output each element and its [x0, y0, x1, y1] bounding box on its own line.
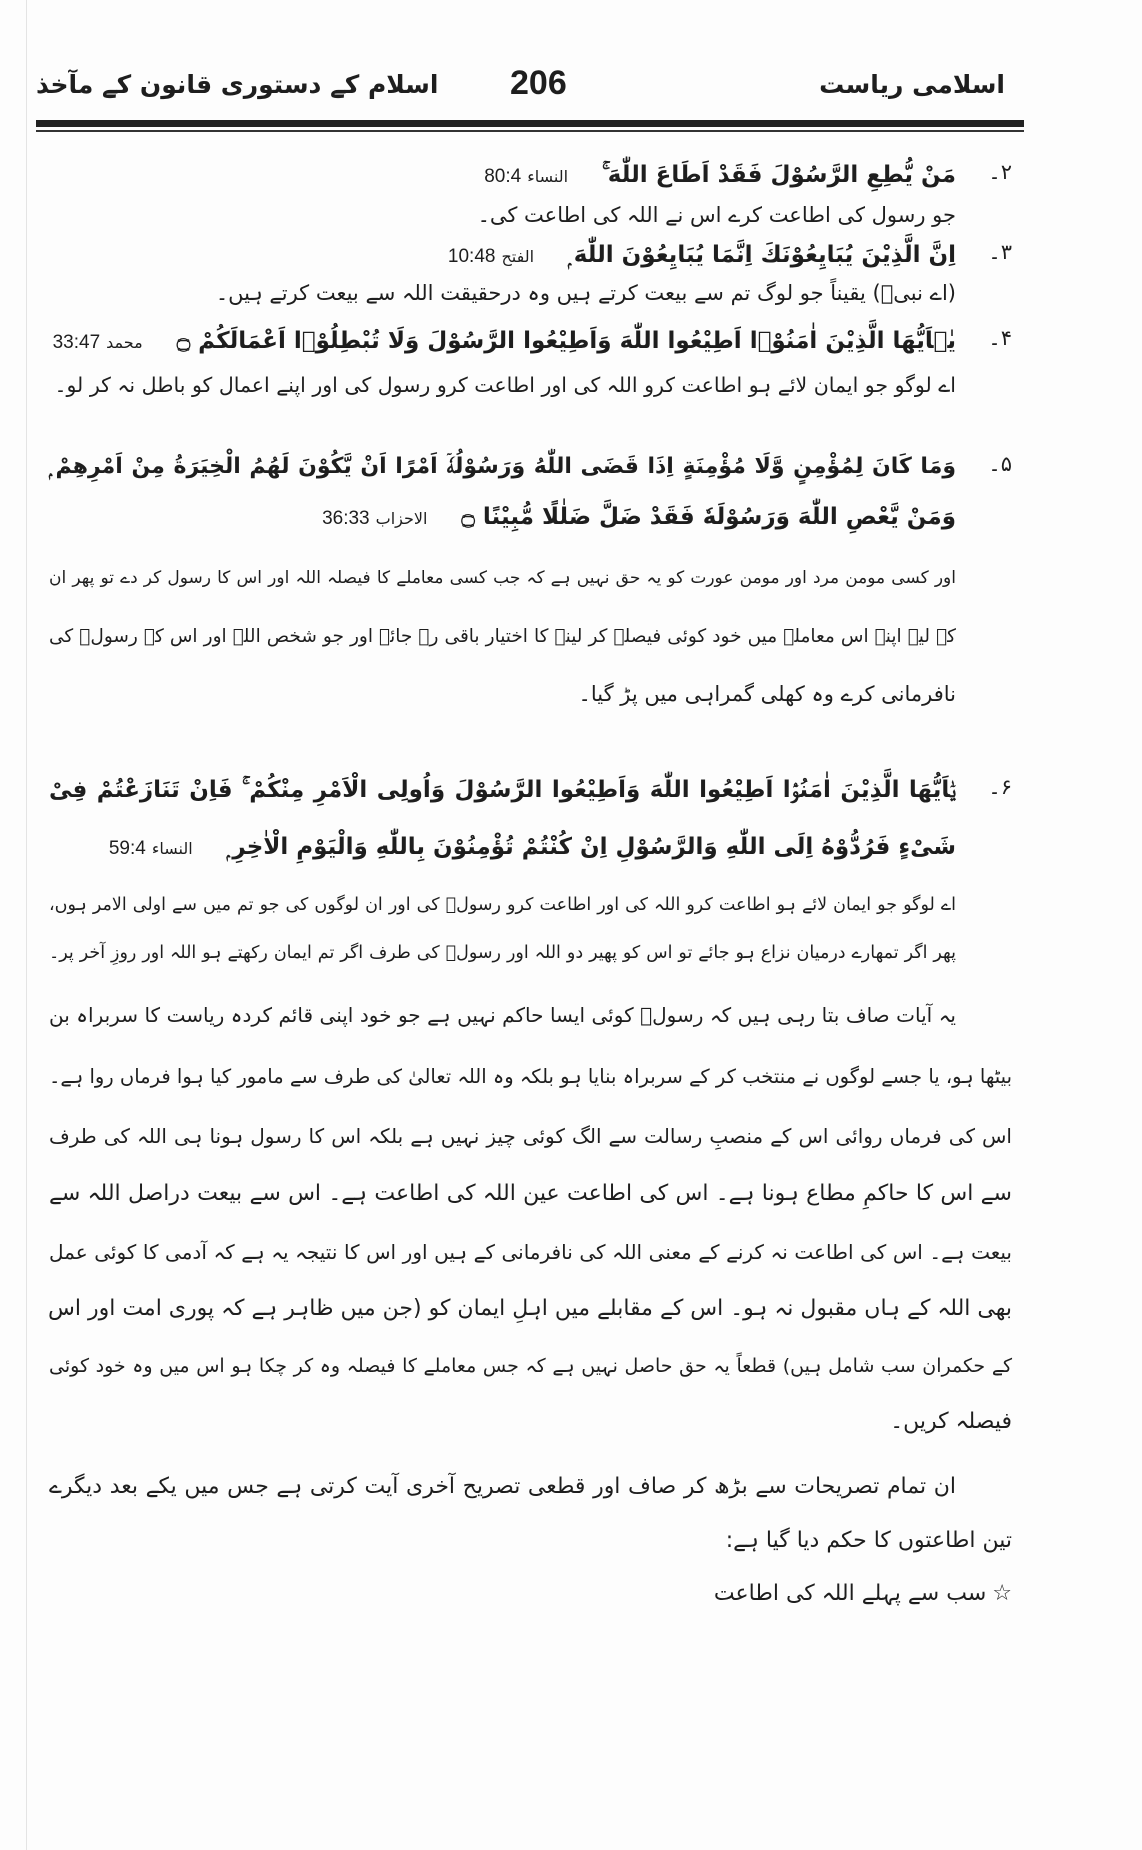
item-number: ۳۔ — [988, 240, 1012, 264]
verse-ref-number: 80:4 — [484, 166, 522, 187]
item-number: ۴۔ — [988, 326, 1012, 350]
translation-line: جو رسول کی اطاعت کرے اس نے اللہ کی اطاعت کی۔ — [477, 203, 956, 227]
verse-ref-number: 33:47 — [52, 332, 101, 353]
translation-line: اے لوگو جو ایمان لائے ہو اطاعت کرو اللہ کی اور اطاعت کرو رسول کی اور اپنے اعمال کو باطل نہ کر لو۔ — [54, 373, 956, 397]
verse-text: شَیْءٍ فَرُدُّوْهُ اِلَى اللّٰهِ وَالرَّسُوْلِ اِنْ كُنْتُمْ تُؤْمِنُوْنَ بِاللّٰهِ وَالْیَوْمِ الْاٰخِرِ ۭ — [226, 834, 956, 860]
paragraph-line: بیٹھا ہو، یا جسے لوگوں نے منتخب کر کے سربراہ بنایا ہو بلکہ وہ اللہ تعالیٰ کی طرف سے مامور کیا ہوا فرماں روا ہے۔ — [48, 1065, 1012, 1088]
quran-verse — [49, 830, 956, 866]
paragraph-line: بھی اللہ کے ہاں مقبول نہ ہو۔ اس کے مقابلے میں اہلِ ایمان کو (جن میں ظاہر ہے کہ پوری امت اور اس — [48, 1296, 1012, 1321]
paragraph-line: کے حکمران سب شامل ہیں) قطعاً یہ حق حاصل نہیں ہے کہ جس معاملے کا فیصلہ وہ کر چکا ہو اس میں وہ خود کوئی — [49, 1355, 1012, 1377]
verse-text: وَمَنْ یَّعْصِ اللّٰهَ وَرَسُوْلَهٗ فَقَدْ ضَلَّ ضَلٰلًا مُّبِیْنًا ۝ — [461, 504, 956, 530]
translation-line: کے لیے اپنے اس معاملے میں خود کوئی فیصلہ کر لینے کا اختیار باقی رہ جائے اور جو شخص اللہ اور اس کے رسولؐ کی — [49, 626, 956, 647]
translation-line: اے لوگو جو ایمان لائے ہو اطاعت کرو اللہ کی اور اطاعت کرو رسولؐ کی اور ان لوگوں کی جو تم میں سے اولی الامر ہوں، — [49, 895, 956, 915]
paragraph-line: اس کی فرماں روائی اس کے منصبِ رسالت سے الگ کوئی چیز نہیں ہے بلکہ اس کا رسول ہونا ہی اللہ کی طرف — [49, 1124, 1012, 1148]
page-number: 206 — [510, 64, 567, 102]
translation-line: اور کسی مومن مرد اور مومن عورت کو یہ حق نہیں ہے کہ جب کسی معاملے کا فیصلہ اللہ اور اس کا رسول کر دے تو پھر ان — [49, 568, 956, 588]
paragraph-line: بیعت ہے۔ اس کی اطاعت نہ کرنے کے معنی اللہ کی نافرمانی کے ہیں اور اس کا نتیجہ یہ ہے کہ آدمی کا کوئی عمل — [49, 1240, 1012, 1264]
star-outline-icon: ☆ — [992, 1581, 1012, 1606]
verse-text: مَنْ یُّطِعِ الرَّسُوْلَ فَقَدْ اَطَاعَ اللّٰهَ ۚ — [602, 162, 956, 188]
translation-line: نافرمانی کرے وہ کھلی گمراہی میں پڑ گیا۔ — [578, 682, 956, 706]
paragraph-line: تین اطاعتوں کا حکم دیا گیا ہے: — [725, 1528, 1012, 1553]
paragraph-line: فیصلہ کریں۔ — [890, 1409, 1012, 1434]
verse-text: اِنَّ الَّذِیْنَ یُبَایِعُوْنَكَ اِنَّمَا یُبَایِعُوْنَ اللّٰهَ ۭ — [568, 242, 956, 268]
quran-verse — [49, 238, 956, 274]
quran-verse: یٰۤاَیُّهَا الَّذِیْنَ اٰمَنُوْۤا اَطِیْعُوا اللّٰهَ وَاَطِیْعُوا الرَّسُوْلَ وَاُولِی الْاَمْرِ مِنْكُمْ ۚ فَاِنْ تَنَازَعْتُمْ فِیْ — [49, 777, 956, 803]
quran-verse: وَمَا كَانَ لِمُؤْمِنٍ وَّلَا مُؤْمِنَةٍ اِذَا قَضَى اللّٰهُ وَرَسُوْلُهٗۤ اَمْرًا اَنْ یَّكُوْنَ لَهُمُ الْخِیَرَةُ مِنْ اَمْرِهِمْ ۭ — [49, 454, 956, 479]
paragraph-line: سے اس کا حاکمِ مطاع ہونا ہے۔ اس کی اطاعت عین اللہ کی اطاعت ہے۔ اس سے بیعت دراصل اللہ سے — [49, 1181, 1012, 1206]
quran-verse — [49, 500, 956, 536]
header-rule-thin — [36, 130, 1024, 132]
bullet-item — [49, 1577, 1012, 1611]
translation-line: پھر اگر تمھارے درمیان نزاع ہو جائے تو اس کو پھیر دو اللہ اور رسولؐ کی طرف اگر تم ایمان رکھتے ہو اللہ اور روزِ آخر پر۔ — [49, 943, 956, 963]
verse-ref-number: 36:33 — [322, 508, 370, 529]
surah-name: النساء — [527, 167, 569, 186]
surah-name: النساء — [151, 839, 193, 858]
paragraph-line: ان تمام تصریحات سے بڑھ کر صاف اور قطعی تصریح آخری آیت کرتی ہے جس میں یکے بعد دیگرے — [49, 1474, 956, 1499]
surah-name: الفتح — [501, 247, 535, 266]
verse-text: یٰۤاَیُّهَا الَّذِیْنَ اٰمَنُوْۤا اَطِیْعُوا اللّٰهَ وَاَطِیْعُوا الرَّسُوْلَ وَلَا تُبْطِلُوْۤا اَعْمَالَكُمْ ۝ — [176, 328, 956, 354]
verse-reference — [109, 832, 193, 866]
running-header-book-title: اسلامی ریاست — [819, 70, 1005, 99]
surah-name: محمد — [106, 333, 143, 352]
verse-reference — [484, 160, 568, 194]
verse-reference — [448, 240, 534, 274]
quran-verse — [49, 158, 956, 194]
translation-line: (اے نبیؐ) یقیناً جو لوگ تم سے بیعت کرتے ہیں وہ درحقیقت اللہ سے بیعت کرتے ہیں۔ — [215, 281, 956, 305]
item-number: ۶۔ — [988, 775, 1012, 799]
header-rule — [36, 120, 1024, 127]
verse-ref-number: 10:48 — [447, 246, 496, 267]
bullet-text: سب سے پہلے اللہ کی اطاعت — [713, 1581, 987, 1606]
item-number: ۲۔ — [988, 160, 1012, 184]
page-edge — [26, 0, 27, 1850]
running-header-chapter-title: اسلام کے دستوری قانون کے مآخذ — [36, 70, 439, 99]
quran-verse — [49, 324, 956, 360]
item-number: ۵۔ — [988, 452, 1012, 476]
verse-reference — [53, 326, 143, 360]
paragraph-line: یہ آیات صاف بتا رہی ہیں کہ رسولؐ کوئی ایسا حاکم نہیں ہے جو خود اپنی قائم کردہ ریاست کا سربراہ بن — [49, 1003, 956, 1027]
surah-name: الاحزاب — [375, 509, 428, 528]
verse-reference — [322, 502, 427, 536]
verse-ref-number: 59:4 — [108, 838, 146, 859]
